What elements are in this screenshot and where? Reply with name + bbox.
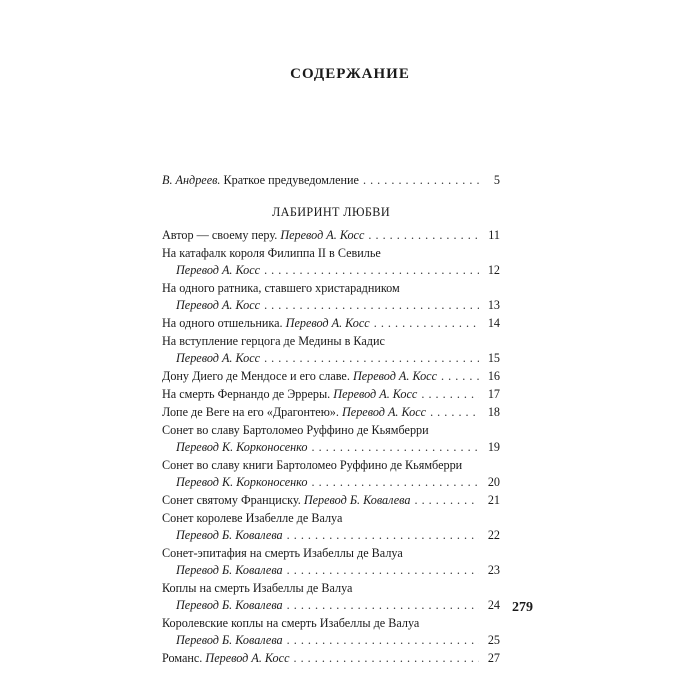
toc-line [162,333,500,350]
toc-entry [162,368,500,385]
toc-entry [162,580,500,614]
dot-leader [414,492,479,509]
entry-title: Романс. [162,651,203,665]
toc-line [162,615,500,632]
dot-leader [421,386,479,403]
toc-entry [162,404,500,421]
toc-entry [162,510,500,544]
toc-entry-list [162,227,500,667]
entry-page-number: 16 [487,369,500,383]
toc-entry [162,650,500,667]
toc-line [162,297,500,314]
dot-leader [287,632,479,649]
toc-entry-intro [162,172,500,189]
toc-entry [162,386,500,403]
entry-title: На смерть Фернандо де Эрреры. [162,387,331,401]
intro-page-number: 5 [493,173,500,187]
toc-line [162,368,500,385]
toc-line [162,632,500,649]
dot-leader [430,404,479,421]
dot-leader [264,297,479,314]
dot-leader [363,172,479,189]
page-folio: 279 [512,600,533,615]
toc-line [162,422,500,439]
entry-title: Коплы на смерть Изабеллы де Валуа [162,581,353,595]
toc-line [162,439,500,456]
toc-line [162,404,500,421]
entry-credit: Перевод К. Корконосенко [176,440,308,454]
toc-entry [162,245,500,279]
entry-page-number: 22 [487,528,500,542]
toc-line [162,545,500,562]
entry-title: Сонет королеве Изабелле де Валуа [162,511,343,525]
toc-line [162,245,500,262]
entry-title: Сонет-эпитафия на смерть Изабеллы де Валуа [162,546,403,560]
toc-entry [162,615,500,649]
toc-entry [162,457,500,491]
entry-page-number: 27 [487,651,500,665]
entry-credit: Перевод Б. Ковалева [176,598,283,612]
toc-line [162,597,500,614]
entry-page-number: 19 [487,440,500,454]
entry-title: Сонет святому Франциску. [162,493,301,507]
toc-line [162,315,500,332]
entry-credit: Перевод А. Косс [342,405,427,419]
toc-entry [162,492,500,509]
section-heading: ЛАБИРИНТ ЛЮБВИ [271,205,391,219]
entry-credit: Перевод А. Косс [285,316,370,330]
toc-line [162,580,500,597]
entry-title: На одного отшельника. [162,316,283,330]
entry-credit: Перевод А. Косс [176,263,261,277]
toc-line [162,510,500,527]
dot-leader [287,597,479,614]
entry-title: Лопе де Веге на его «Драгонтею». [162,405,339,419]
entry-page-number: 11 [488,228,500,242]
dot-leader [264,262,479,279]
entry-credit: Перевод Б. Ковалева [303,493,411,507]
toc-line [162,457,500,474]
entry-credit: Перевод А. Косс [205,651,290,665]
dot-leader [312,474,480,491]
toc-line [162,562,500,579]
toc-entry [162,333,500,367]
toc-entry [162,315,500,332]
entry-page-number: 20 [487,475,500,489]
entry-title: На катафалк короля Филиппа II в Севилье [162,246,381,260]
toc-line [162,492,500,509]
entry-page-number: 14 [487,316,500,330]
intro-title: Краткое предуведомление [223,173,359,187]
entry-credit: Перевод А. Косс [176,298,261,312]
dot-leader [293,650,479,667]
entry-credit: Перевод Б. Ковалева [176,563,283,577]
toc-line [162,227,500,244]
entry-credit: Перевод К. Корконосенко [176,475,308,489]
toc-line [162,172,500,189]
entry-page-number: 23 [487,563,500,577]
dot-leader [287,562,479,579]
entry-page-number: 21 [487,493,500,507]
entry-title: Сонет во славу книги Бартоломео Руффино де Кьямберри [162,458,463,472]
entry-title: Автор — своему перу. [162,228,278,242]
toc-line [162,386,500,403]
entry-page-number: 13 [487,298,500,312]
entry-title: На вступление герцога де Медины в Кадис [162,334,385,348]
toc-entry [162,227,500,244]
entry-page-number: 12 [487,263,500,277]
entry-credit: Перевод А. Косс [176,351,261,365]
entry-page-number: 17 [487,387,500,401]
entry-credit: Перевод А. Косс [280,228,365,242]
entry-page-number: 25 [487,633,500,647]
toc-line [162,262,500,279]
entry-page-number: 18 [487,405,500,419]
entry-credit: Перевод Б. Ковалева [176,633,283,647]
entry-credit: Перевод Б. Ковалева [176,528,283,542]
entry-page-number: 15 [487,351,500,365]
dot-leader [368,227,479,244]
intro-author: В. Андреев. [162,173,221,187]
table-of-contents [162,172,500,668]
toc-entry [162,545,500,579]
page-title: СОДЕРЖАНИЕ [290,66,410,82]
dot-leader [374,315,479,332]
toc-line [162,650,500,667]
dot-leader [312,439,480,456]
toc-line [162,474,500,491]
entry-title: На одного ратника, ставшего христарадником [162,281,400,295]
toc-entry [162,422,500,456]
toc-entry [162,280,500,314]
toc-line [162,280,500,297]
entry-credit: Перевод А. Косс [333,387,418,401]
dot-leader [264,350,479,367]
dot-leader [441,368,479,385]
entry-title: Сонет во славу Бартоломео Руффино де Кьямберри [162,423,429,437]
dot-leader [287,527,479,544]
entry-credit: Перевод А. Косс [352,369,438,383]
toc-line [162,350,500,367]
entry-title: Королевские коплы на смерть Изабеллы де Валуа [162,616,420,630]
entry-title: Дону Диего де Мендосе и его славе. [162,369,350,383]
toc-line [162,527,500,544]
entry-page-number: 24 [487,598,500,612]
